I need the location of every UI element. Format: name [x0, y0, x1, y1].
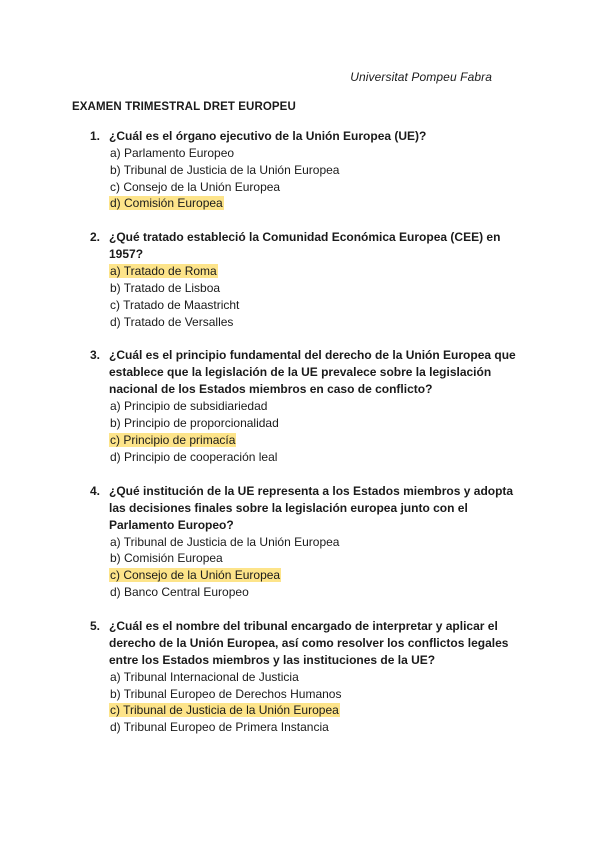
answer-option-a-highlighted: a) Tratado de Roma: [110, 264, 217, 279]
answer-options: [109, 145, 520, 212]
answer-option-d: d) Tribunal Europeo de Primera Instancia: [110, 720, 329, 735]
question-number: 1.: [90, 129, 101, 143]
answer-option-b: b) Tribunal Europeo de Derechos Humanos: [110, 686, 342, 701]
question-number: 3.: [90, 348, 101, 363]
question-list: [0, 128, 600, 753]
answer-option-a: a) Principio de subsidiariedad: [110, 399, 268, 414]
question-5: [0, 618, 600, 736]
answer-option-a: a) Parlamento Europeo: [110, 146, 235, 160]
question-text: ¿Cuál es el principio fundamental del derecho de la Unión Europea que establece que la legislación de la UE prevalece sobre la legislación nacional de los Estados miembros en caso de conflicto?: [109, 348, 516, 397]
answer-option-d: d) Principio de cooperación leal: [110, 449, 278, 464]
answer-options: [109, 669, 520, 736]
answer-option-c: c) Tratado de Maastricht: [110, 297, 240, 312]
answer-option-b: b) Tratado de Lisboa: [110, 280, 221, 295]
answer-option-b: b) Comisión Europea: [110, 551, 223, 566]
answer-options: [109, 534, 520, 601]
answer-options: [109, 398, 520, 465]
institution-name: Universitat Pompeu Fabra: [350, 70, 492, 84]
answer-option-c: c) Consejo de la Unión Europea: [110, 179, 281, 194]
answer-option-a: a) Tribunal Internacional de Justicia: [110, 669, 299, 684]
answer-option-d-highlighted: d) Comisión Europea: [110, 196, 223, 211]
question-2: [0, 229, 600, 330]
question-number: 4.: [90, 483, 101, 498]
question-text: ¿Cuál es el nombre del tribunal encargado de interpretar y aplicar el derecho de la Unión Europea, así como resolver los conflictos legales entre los Estados miembros y las instituciones de la UE?: [109, 618, 509, 667]
answer-option-d: d) Tratado de Versalles: [110, 314, 234, 329]
answer-option-c-highlighted: c) Principio de primacía: [110, 432, 236, 447]
exam-title: EXAMEN TRIMESTRAL DRET EUROPEU: [72, 101, 296, 113]
question-text: ¿Cuál es el órgano ejecutivo de la Unión Europea (UE)?: [109, 129, 427, 143]
question-text: ¿Qué institución de la UE representa a los Estados miembros y adopta las decisiones finales sobre la legislación europea junto con el Parlamento Europeo?: [109, 483, 514, 532]
question-text: ¿Qué tratado estableció la Comunidad Económica Europea (CEE) en 1957?: [109, 230, 501, 262]
question-4: [0, 483, 600, 601]
answer-option-c-highlighted: c) Consejo de la Unión Europea: [110, 568, 281, 583]
question-3: [0, 347, 600, 465]
answer-option-c-highlighted: c) Tribunal de Justicia de la Unión Europea: [110, 703, 339, 718]
question-number: 5.: [90, 618, 101, 633]
answer-option-b: b) Principio de proporcionalidad: [110, 416, 279, 431]
answer-option-a: a) Tribunal de Justicia de la Unión Europea: [110, 534, 340, 549]
question-1: [0, 128, 600, 212]
question-number: 2.: [90, 230, 101, 245]
answer-option-d: d) Banco Central Europeo: [110, 584, 249, 599]
answer-options: [109, 263, 520, 330]
answer-option-b: b) Tribunal de Justicia de la Unión Europea: [110, 162, 340, 177]
